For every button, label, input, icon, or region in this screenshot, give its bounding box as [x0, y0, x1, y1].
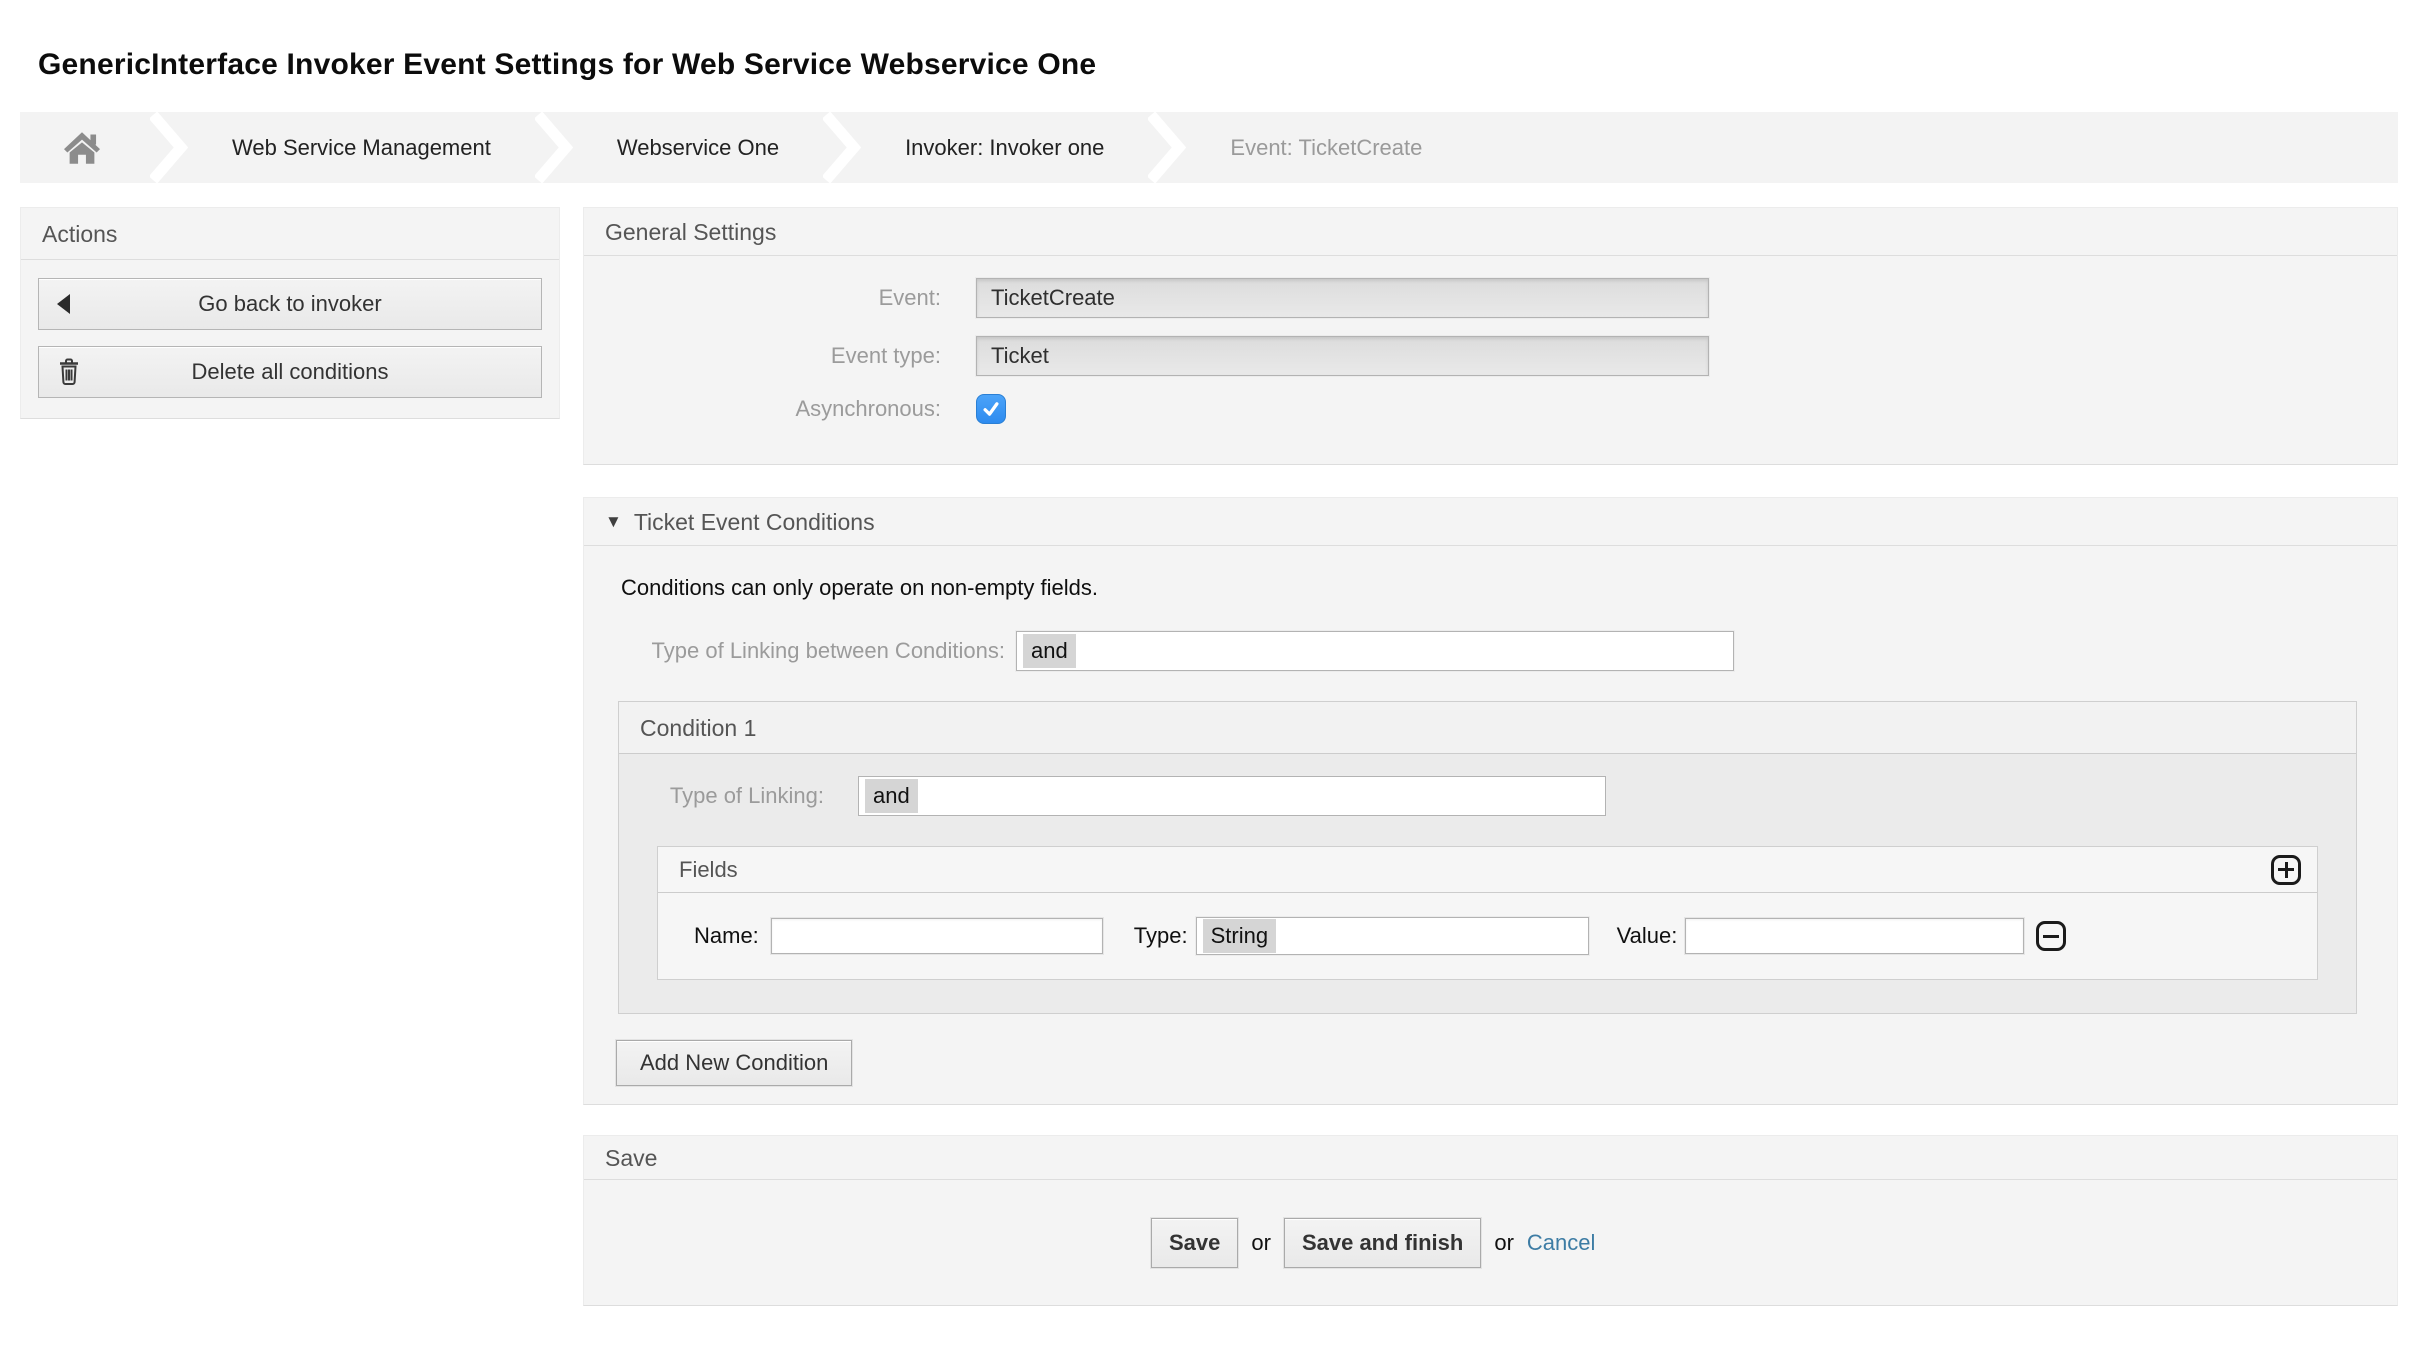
event-field	[976, 278, 1709, 318]
event-type-field	[976, 336, 1709, 376]
linking-between-conditions-value: and	[1023, 634, 1076, 668]
field-name-label: Name:	[694, 923, 759, 948]
breadcrumb-item-event: Event: TicketCreate	[1230, 134, 1423, 160]
condition-linking-select[interactable]	[858, 776, 1606, 816]
condition-box	[618, 701, 2357, 1014]
go-back-to-invoker-button[interactable]	[38, 278, 542, 330]
field-name-input[interactable]	[771, 918, 1103, 954]
delete-all-conditions-button[interactable]	[38, 346, 542, 398]
save-and-finish-button[interactable]: Save and finish	[1284, 1218, 1481, 1268]
field-type-select[interactable]	[1196, 917, 1589, 955]
event-value: TicketCreate	[991, 285, 1115, 310]
breadcrumb	[20, 112, 2398, 183]
event-type-value: Ticket	[991, 343, 1049, 368]
go-back-to-invoker-label: Go back to invoker	[198, 291, 382, 316]
linking-between-conditions-label: Type of Linking between Conditions:	[651, 638, 1005, 663]
linking-between-conditions-select[interactable]	[1016, 631, 1734, 671]
collapse-triangle-icon: ▼	[605, 512, 622, 531]
event-type-label: Event type:	[830, 343, 941, 368]
breadcrumb-separator-icon	[1148, 112, 1186, 183]
save-panel	[583, 1135, 2398, 1306]
home-icon[interactable]	[20, 131, 144, 165]
actions-sidebar	[20, 207, 560, 419]
add-field-icon[interactable]	[2271, 855, 2301, 885]
add-new-condition-button[interactable]: Add New Condition	[616, 1040, 852, 1086]
condition-linking-value: and	[865, 779, 918, 813]
breadcrumb-separator-icon	[535, 112, 573, 183]
or-text: or	[1251, 1230, 1271, 1255]
breadcrumb-item-webservice-one[interactable]: Webservice One	[616, 134, 780, 160]
conditions-note: Conditions can only operate on non-empty fields.	[621, 575, 1098, 600]
actions-panel-title: Actions	[21, 208, 559, 260]
field-value-input[interactable]	[1685, 918, 2024, 954]
breadcrumb-item-invoker[interactable]: Invoker: Invoker one	[905, 134, 1105, 160]
cancel-link[interactable]: Cancel	[1526, 1230, 1596, 1255]
save-panel-title: Save	[584, 1136, 2397, 1180]
condition-title: Condition 1	[619, 702, 2356, 754]
delete-all-conditions-label: Delete all conditions	[191, 359, 389, 384]
asynchronous-checkbox[interactable]	[976, 394, 1006, 424]
breadcrumb-separator-icon	[150, 112, 188, 183]
breadcrumb-item-web-service-management[interactable]: Web Service Management	[232, 134, 491, 160]
field-type-value: String	[1203, 919, 1276, 953]
condition-linking-label: Type of Linking:	[669, 783, 824, 808]
fields-title: Fields	[679, 856, 738, 882]
general-settings-panel	[583, 207, 2398, 465]
ticket-event-conditions-panel	[583, 497, 2398, 1105]
field-type-label: Type:	[1133, 923, 1188, 948]
save-button[interactable]: Save	[1151, 1218, 1238, 1268]
asynchronous-label: Asynchronous:	[795, 396, 941, 421]
remove-field-icon[interactable]	[2036, 921, 2066, 951]
field-row	[658, 893, 2317, 979]
trash-icon	[57, 359, 81, 386]
page-title: GenericInterface Invoker Event Settings for Web Service Webservice One	[38, 48, 1097, 81]
fields-box	[657, 846, 2318, 980]
ticket-event-conditions-header[interactable]	[584, 498, 2397, 546]
general-settings-title: General Settings	[584, 208, 2397, 256]
field-value-label: Value:	[1616, 923, 1678, 948]
breadcrumb-separator-icon	[823, 112, 861, 183]
back-triangle-icon	[57, 294, 70, 314]
main-content	[583, 207, 2398, 1306]
event-label: Event:	[878, 285, 941, 310]
ticket-event-conditions-title: Ticket Event Conditions	[633, 508, 875, 535]
or-text: or	[1494, 1230, 1514, 1255]
